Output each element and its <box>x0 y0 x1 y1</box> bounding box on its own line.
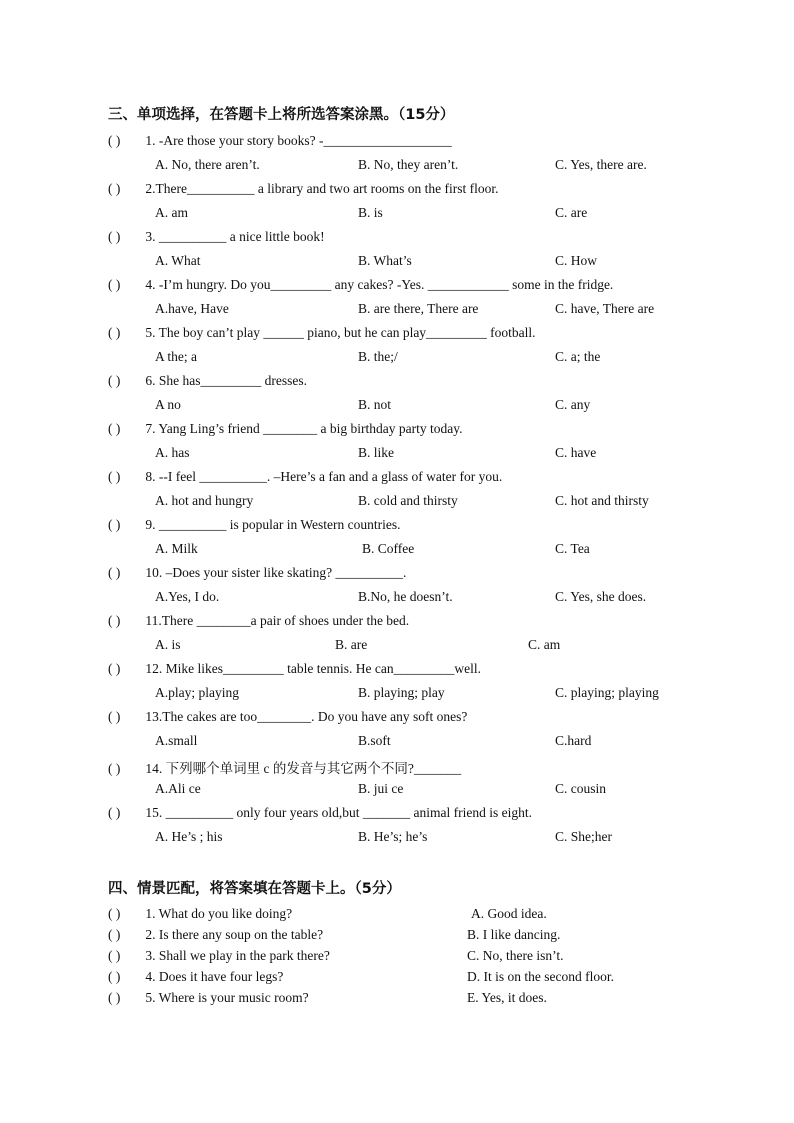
answer-blank[interactable]: ( ) <box>108 565 121 580</box>
question-6 <box>108 373 307 389</box>
option-b: B. not <box>358 397 392 412</box>
option-b: B. cold and thirsty <box>358 493 458 508</box>
option-b: B. is <box>358 205 383 220</box>
question-text: 4. -I’m hungry. Do you_________ any cakes? -Yes. ____________ some in the fridge. <box>142 277 614 292</box>
option-c: C. a; the <box>555 349 601 364</box>
question-text: 8. --I feel __________. –Here’s a fan and a glass of water for you. <box>142 469 503 484</box>
option-a: A.Yes, I do. <box>155 589 220 604</box>
option-b: B. the;/ <box>358 349 398 364</box>
option-c: C. have <box>555 445 597 460</box>
option-a: A. What <box>155 253 201 268</box>
answer-blank[interactable]: ( ) <box>108 181 121 196</box>
match-question-text: 2. Is there any soup on the table? <box>142 927 324 942</box>
option-b: B. jui ce <box>358 781 404 796</box>
option-c: C. hot and thirsty <box>555 493 649 508</box>
option-b: B. are there, There are <box>358 301 479 316</box>
option-b: B. What’s <box>358 253 412 268</box>
question-text: 6. She has_________ dresses. <box>142 373 307 388</box>
answer-blank[interactable]: ( ) <box>108 373 121 388</box>
question-5 <box>108 325 536 341</box>
section4-title: 四、情景匹配，将答案填在答题卡上。（5分） <box>108 881 401 897</box>
option-b: B. like <box>358 445 394 460</box>
match-answer: E. Yes, it does. <box>467 990 547 1005</box>
answer-blank[interactable]: ( ) <box>108 517 121 532</box>
question-3 <box>108 229 325 245</box>
match-question-2 <box>108 927 323 943</box>
option-b: B. He’s; he’s <box>358 829 428 844</box>
question-text: 15. __________ only four years old,but _______ animal friend is eight. <box>142 805 532 820</box>
question-1 <box>108 133 452 149</box>
answer-blank[interactable]: ( ) <box>108 613 121 628</box>
question-8 <box>108 469 502 485</box>
option-a: A.have, Have <box>155 301 229 316</box>
question-text: 10. –Does your sister like skating? __________. <box>142 565 407 580</box>
match-answer: D. It is on the second floor. <box>467 969 614 984</box>
option-c: C. Yes, she does. <box>555 589 647 604</box>
question-15 <box>108 805 532 821</box>
question-7 <box>108 421 462 437</box>
question-14 <box>108 757 461 777</box>
match-question-5 <box>108 990 309 1006</box>
question-text: 5. The boy can’t play ______ piano, but he can play_________ football. <box>142 325 536 340</box>
option-a: A. Milk <box>155 541 198 556</box>
option-c: C. playing; playing <box>555 685 659 700</box>
option-c: C. Yes, there are. <box>555 157 647 172</box>
option-b: B. playing; play <box>358 685 445 700</box>
option-a: A. He’s ; his <box>155 829 223 844</box>
match-question-text: 3. Shall we play in the park there? <box>142 948 330 963</box>
question-text: 12. Mike likes_________ table tennis. He can_________well. <box>142 661 481 676</box>
section3-title: 三、单项选择，在答题卡上将所选答案涂黑。（15分） <box>108 107 455 123</box>
question-11 <box>108 613 409 629</box>
match-question-text: 1. What do you like doing? <box>142 906 293 921</box>
option-a: A. hot and hungry <box>155 493 254 508</box>
option-c: C. How <box>555 253 598 268</box>
option-c: C. are <box>555 205 588 220</box>
question-text: 7. Yang Ling’s friend ________ a big birthday party today. <box>142 421 463 436</box>
option-a: A.Ali ce <box>155 781 201 796</box>
option-a: A the; a <box>155 349 197 364</box>
option-c: C. Tea <box>555 541 590 556</box>
option-b: B. are <box>335 637 368 652</box>
answer-blank[interactable]: ( ) <box>108 805 121 820</box>
question-10 <box>108 565 406 581</box>
option-a: A. No, there aren’t. <box>155 157 260 172</box>
question-9 <box>108 517 401 533</box>
answer-blank[interactable]: ( ) <box>108 325 121 340</box>
answer-blank[interactable]: ( ) <box>108 661 121 676</box>
answer-blank[interactable]: ( ) <box>108 969 121 984</box>
option-a: A no <box>155 397 181 412</box>
answer-blank[interactable]: ( ) <box>108 421 121 436</box>
match-question-1 <box>108 906 292 922</box>
answer-blank[interactable]: ( ) <box>108 906 121 921</box>
answer-blank[interactable]: ( ) <box>108 761 121 776</box>
answer-blank[interactable]: ( ) <box>108 469 121 484</box>
question-text: 13.The cakes are too________. Do you have any soft ones? <box>142 709 468 724</box>
question-text: 2.There__________ a library and two art rooms on the first floor. <box>142 181 499 196</box>
match-question-4 <box>108 969 283 985</box>
option-a: A.play; playing <box>155 685 239 700</box>
answer-blank[interactable]: ( ) <box>108 709 121 724</box>
answer-blank[interactable]: ( ) <box>108 277 121 292</box>
option-c: C. She;her <box>555 829 612 844</box>
question-12 <box>108 661 481 677</box>
question-text: 9. __________ is popular in Western countries. <box>142 517 401 532</box>
option-a: A. am <box>155 205 188 220</box>
match-answer: B. I like dancing. <box>467 927 561 942</box>
question-text: 1. -Are those your story books? -___________________ <box>142 133 452 148</box>
option-b: B.No, he doesn’t. <box>358 589 453 604</box>
option-c: C. have, There are <box>555 301 655 316</box>
match-answer: C. No, there isn’t. <box>467 948 564 963</box>
option-b: B. Coffee <box>362 541 415 556</box>
option-c: C.hard <box>555 733 592 748</box>
option-c: C. am <box>528 637 561 652</box>
question-2 <box>108 181 499 197</box>
match-question-3 <box>108 948 330 964</box>
answer-blank[interactable]: ( ) <box>108 133 121 148</box>
question-text: 11.There ________a pair of shoes under the bed. <box>142 613 410 628</box>
question-13 <box>108 709 467 725</box>
answer-blank[interactable]: ( ) <box>108 990 121 1005</box>
question-text: 14. 下列哪个单词里 c 的发音与其它两个不同?_______ <box>142 761 462 776</box>
option-a: A. is <box>155 637 181 652</box>
option-c: C. cousin <box>555 781 607 796</box>
answer-blank[interactable]: ( ) <box>108 229 121 244</box>
match-question-text: 5. Where is your music room? <box>142 990 309 1005</box>
question-text: 3. __________ a nice little book! <box>142 229 325 244</box>
option-a: A. has <box>155 445 190 460</box>
answer-blank[interactable]: ( ) <box>108 927 121 942</box>
option-c: C. any <box>555 397 591 412</box>
match-answer: A. Good idea. <box>471 906 547 921</box>
match-question-text: 4. Does it have four legs? <box>142 969 284 984</box>
option-a: A.small <box>155 733 198 748</box>
option-b: B. No, they aren’t. <box>358 157 459 172</box>
question-4 <box>108 277 613 293</box>
answer-blank[interactable]: ( ) <box>108 948 121 963</box>
option-b: B.soft <box>358 733 391 748</box>
